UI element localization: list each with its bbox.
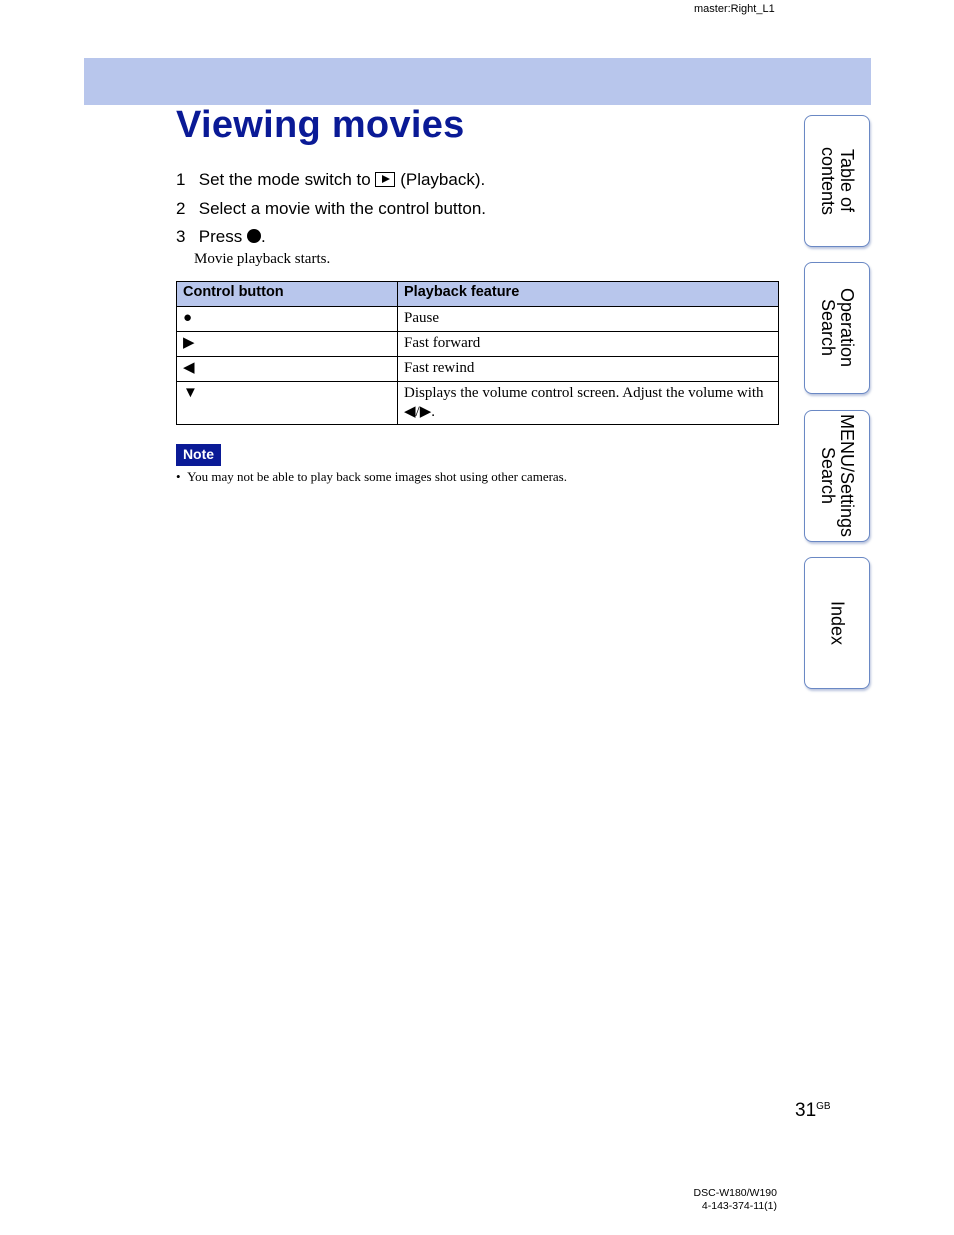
note-text: You may not be able to play back some images shot using other cameras. (187, 469, 567, 484)
tab-label: Operation Search (818, 288, 857, 368)
tab-operation-search[interactable] (804, 262, 870, 394)
table-row (177, 307, 779, 332)
table-header-row (177, 282, 779, 307)
step-text: (Playback). (400, 170, 486, 189)
page-number-value: 31 (795, 1100, 817, 1121)
footer (691, 1187, 777, 1213)
feature-cell: Fast rewind (398, 357, 779, 382)
tab-menu-settings-search[interactable] (804, 410, 870, 542)
bullet: • (176, 469, 181, 484)
step-3 (176, 227, 266, 247)
footer-model: DSC-W180/W190 (693, 1187, 777, 1199)
tab-index[interactable] (804, 557, 870, 689)
step-1 (176, 170, 485, 190)
step-3-note: Movie playback starts. (194, 251, 331, 267)
header-band (84, 58, 871, 105)
center-dot-icon (247, 229, 261, 243)
step-2 (176, 199, 486, 219)
center-dot-icon: ● (177, 307, 398, 332)
table-row (177, 332, 779, 357)
feature-cell: Pause (398, 307, 779, 332)
note-item (176, 469, 567, 485)
footer-code: 4-143-374-11(1) (701, 1200, 777, 1212)
feature-cell: Displays the volume control screen. Adjust the volume with ◀/▶. (398, 382, 779, 425)
step-text: . (260, 227, 266, 246)
step-text: Select a movie with the control button. (198, 199, 486, 218)
page-number (795, 1100, 831, 1122)
step-number: 2 (176, 199, 186, 218)
feature-cell: Fast forward (398, 332, 779, 357)
page-title: Viewing movies (176, 104, 465, 146)
step-number: 3 (176, 227, 186, 246)
note-badge: Note (176, 444, 221, 466)
page-number-suffix: GB (816, 1101, 831, 1112)
step-text: Set the mode switch to (198, 170, 371, 189)
tab-label: Index (827, 600, 848, 646)
down-triangle-icon: ▼ (177, 382, 398, 425)
step-number: 1 (176, 170, 186, 189)
tab-label: Table of contents (818, 146, 857, 216)
master-label: master:Right_L1 (694, 3, 775, 15)
column-header: Control button (177, 282, 398, 307)
tab-table-of-contents[interactable] (804, 115, 870, 247)
tab-label: MENU/Settings Search (818, 414, 857, 538)
control-table (176, 281, 779, 425)
table-row (177, 357, 779, 382)
column-header: Playback feature (398, 282, 779, 307)
step-text: Press (198, 227, 243, 246)
left-triangle-icon: ◀ (177, 357, 398, 382)
table-row (177, 382, 779, 425)
right-triangle-icon: ▶ (177, 332, 398, 357)
playback-box-icon (375, 172, 395, 187)
